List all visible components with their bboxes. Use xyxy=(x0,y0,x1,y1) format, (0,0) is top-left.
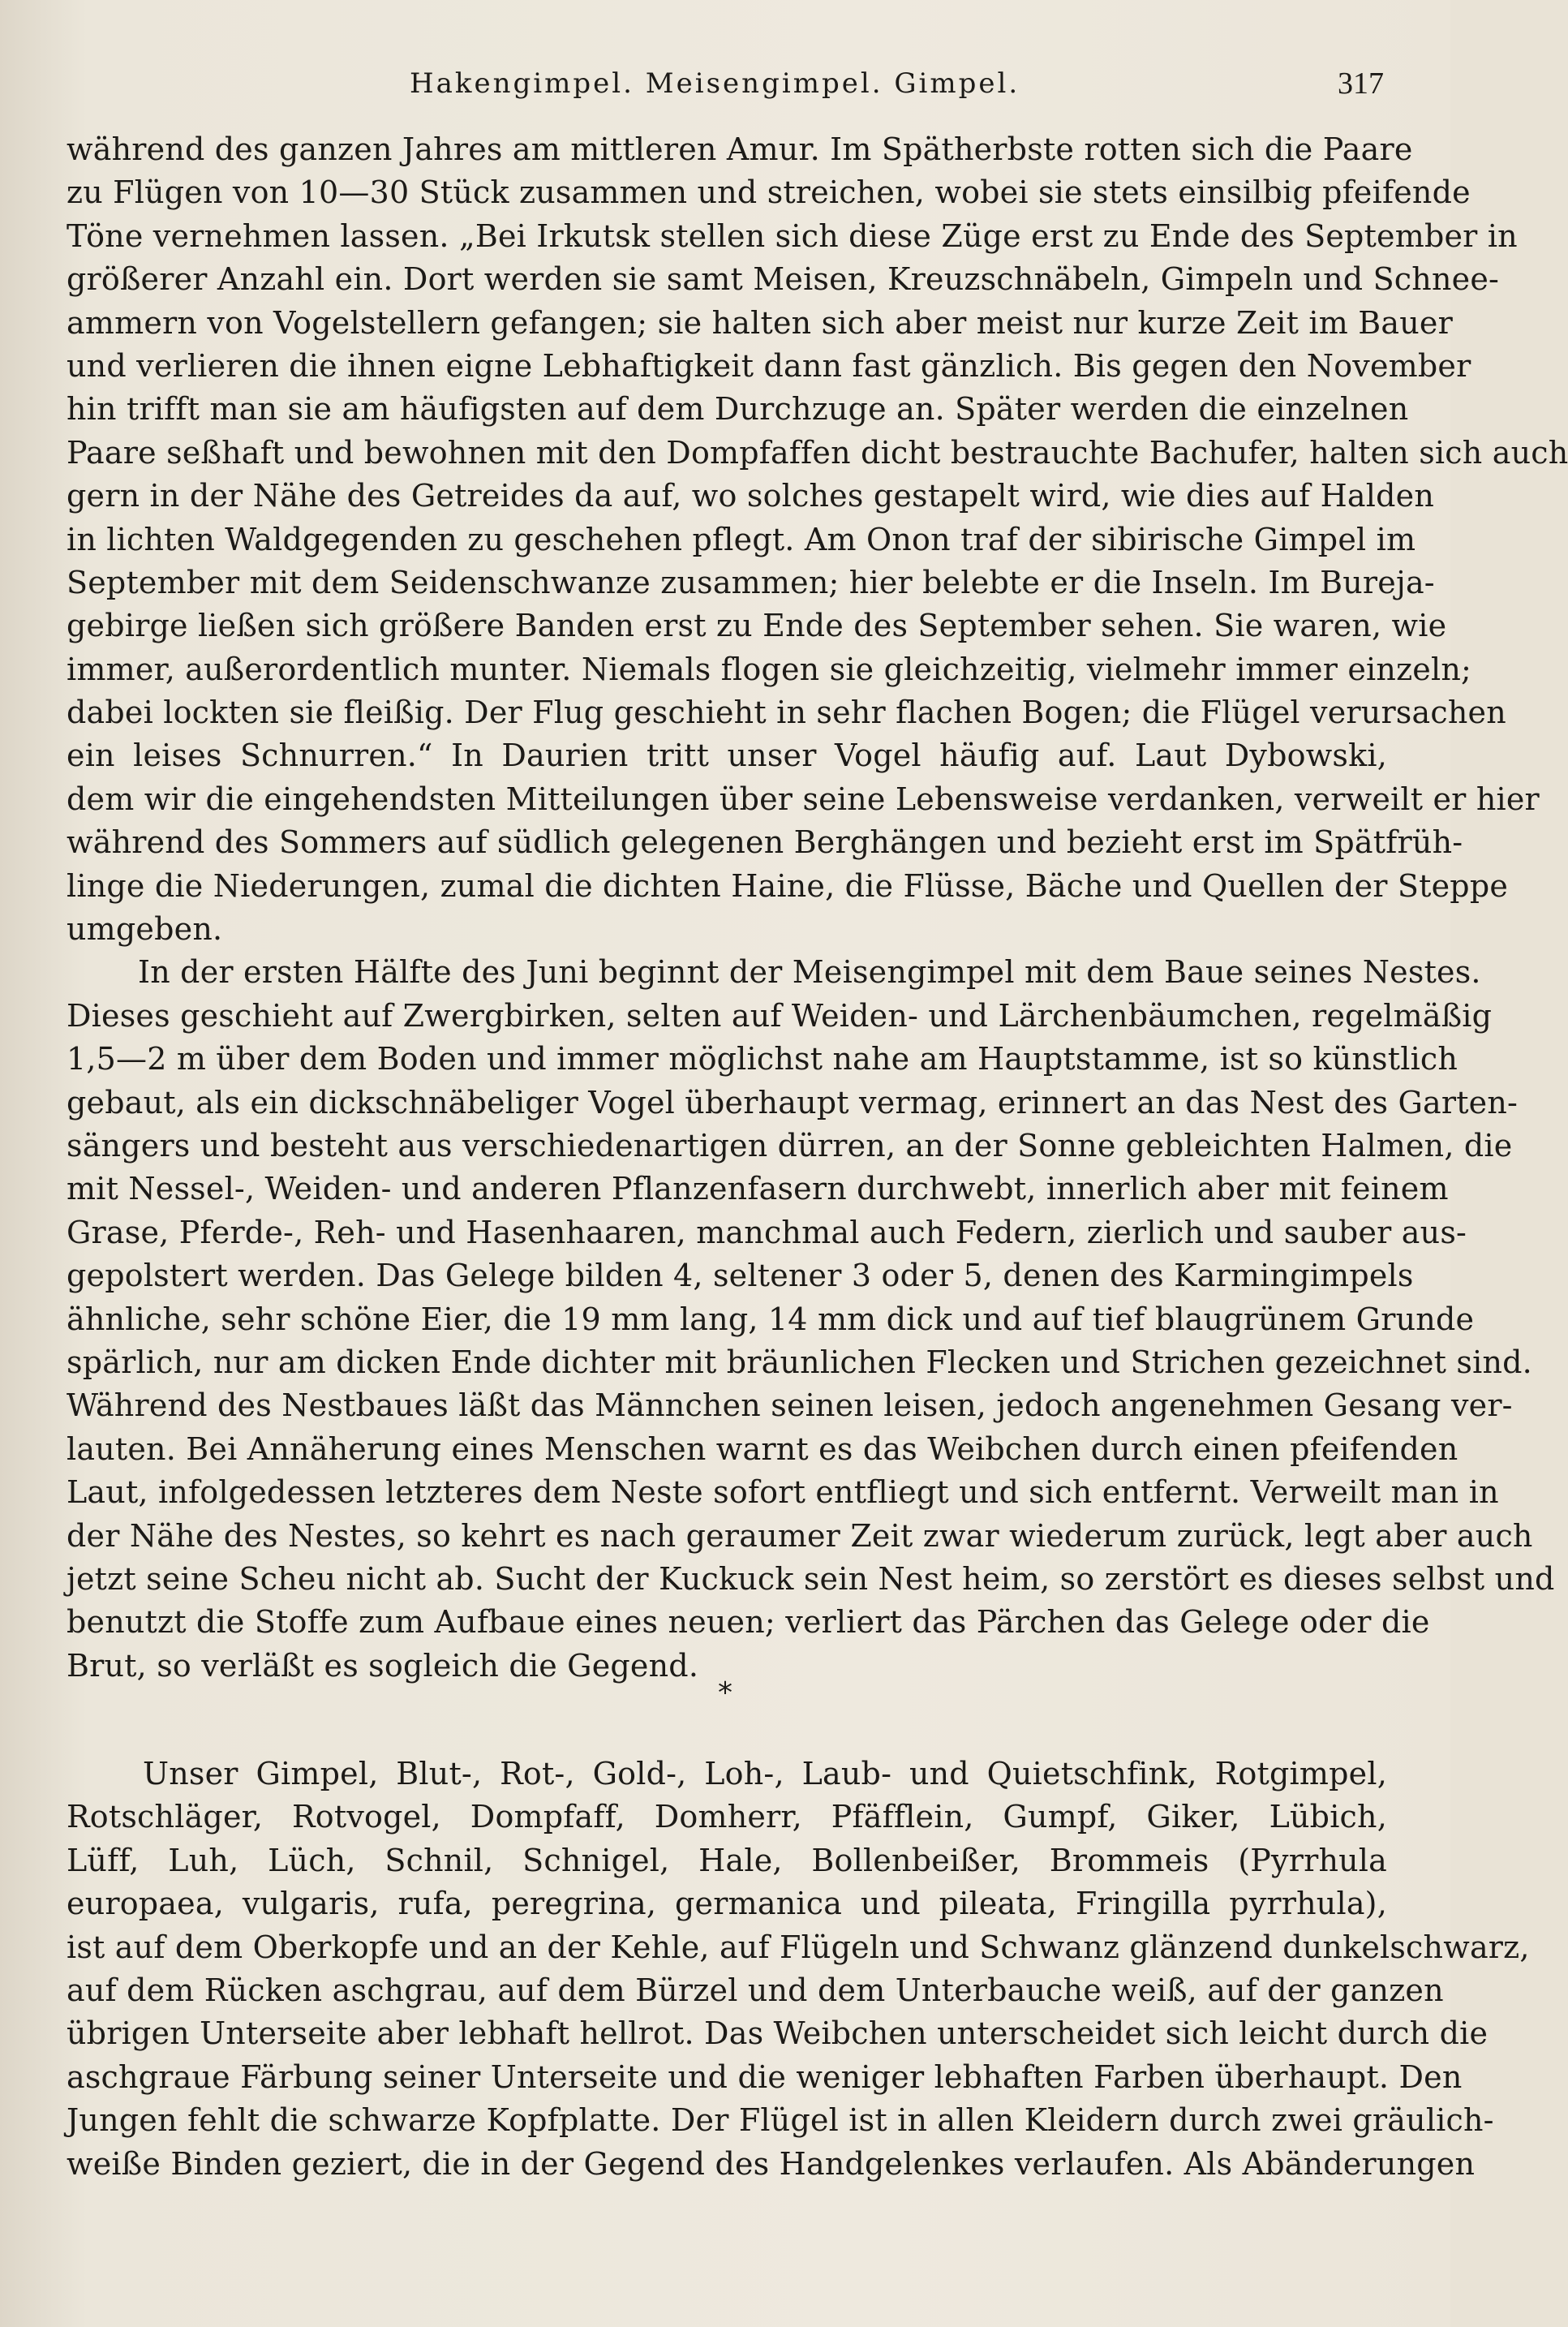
text-line: Während des Nestbaues läßt das Männchen seinen leisen, jedoch angenehmen Gesang ver- xyxy=(67,1387,1513,1424)
text-line: Dieses geschieht auf Zwergbirken, selten auf Weiden- und Lärchenbäumchen, regelmäßig xyxy=(67,997,1493,1034)
text-line: immer, außerordentlich munter. Niemals flogen sie gleichzeitig, vielmehr immer einzeln; xyxy=(67,651,1472,687)
text-line: mit Nessel-, Weiden- und anderen Pflanzenfasern durchwebt, innerlich aber mit feinem xyxy=(67,1171,1449,1207)
text-line: 1,5—2 m über dem Boden und immer möglichst nahe am Hauptstamme, ist so künstlich xyxy=(67,1041,1458,1077)
text-line: sängers und besteht aus verschiedenartigen dürren, an der Sonne gebleichten Halmen, die xyxy=(67,1127,1513,1164)
text-line: Lüff, Luh, Lüch, Schnil, Schnigel, Hale, Bollenbeißer, Brommeis (Pyrrhula xyxy=(67,1842,1387,1878)
text-line: dabei lockten sie fleißig. Der Flug geschieht in sehr flachen Bogen; die Flügel verursachen xyxy=(67,695,1506,731)
text-line: während des ganzen Jahres am mittleren Amur. Im Spätherbste rotten sich die Paare xyxy=(67,131,1413,167)
text-line: gepolstert werden. Das Gelege bilden 4, seltener 3 oder 5, denen des Karmingimpels xyxy=(67,1258,1414,1294)
text-line: ähnliche, sehr schöne Eier, die 19 mm lang, 14 mm dick und auf tief blaugrünem Grunde xyxy=(67,1301,1475,1337)
text-line: jetzt seine Scheu nicht ab. Sucht der Kuckuck sein Nest heim, so zerstört es dieses selbst und xyxy=(67,1560,1555,1597)
text-line: benutzt die Stoffe zum Aufbaue eines neuen; verliert das Pärchen das Gelege oder die xyxy=(67,1604,1430,1641)
text-line: September mit dem Seidenschwanze zusammen; hier belebte er die Inseln. Im Bureja- xyxy=(67,564,1435,600)
text-line: Töne vernehmen lassen. „Bei Irkutsk stellen sich diese Züge erst zu Ende des September in xyxy=(67,217,1518,254)
text-line: lauten. Bei Annäherung eines Menschen warnt es das Weibchen durch einen pfeifenden xyxy=(67,1430,1458,1467)
text-line: übrigen Unterseite aber lebhaft hellrot. Das Weibchen unterscheidet sich leicht durch die xyxy=(67,2015,1489,2052)
body-text xyxy=(67,128,1568,1688)
page-number: 317 xyxy=(1338,67,1384,101)
text-line: europaea, vulgaris, rufa, peregrina, germanica und pileata, Fringilla pyrrhula), xyxy=(67,1886,1387,1922)
page-header xyxy=(0,63,1450,104)
section-divider: * xyxy=(718,1676,732,1710)
text-line: spärlich, nur am dicken Ende dichter mit bräunlichen Flecken und Strichen gezeichnet sind. xyxy=(67,1344,1532,1380)
text-line: linge die Niederungen, zumal die dichten Haine, die Flüsse, Bäche und Quellen der Steppe xyxy=(67,867,1509,904)
text-line: In der ersten Hälfte des Juni beginnt der Meisengimpel mit dem Baue seines Nestes. xyxy=(138,954,1481,991)
text-line: der Nähe des Nestes, so kehrt es nach geraumer Zeit zwar wiederum zurück, legt aber auch xyxy=(67,1517,1533,1554)
text-line: und verlieren die ihnen eigne Lebhaftigkeit dann fast gänzlich. Bis gegen den November xyxy=(67,347,1471,384)
text-line: weiße Binden geziert, die in der Gegend des Handgelenkes verlaufen. Als Abänderungen xyxy=(67,2145,1476,2182)
text-line: ist auf dem Oberkopfe und an der Kehle, auf Flügeln und Schwanz glänzend dunkelschwarz, xyxy=(67,1929,1530,1965)
text-line: Jungen fehlt die schwarze Kopfplatte. Der Flügel ist in allen Kleidern durch zwei gräulich- xyxy=(67,2102,1494,2139)
text-line: während des Sommers auf südlich gelegenen Berghängen und bezieht erst im Spätfrüh- xyxy=(67,824,1463,861)
text-line: Grase, Pferde-, Reh- und Hasenhaaren, manchmal auch Federn, zierlich und sauber aus- xyxy=(67,1214,1467,1250)
text-line: Unser Gimpel, Blut-, Rot-, Gold-, Loh-, Laub- und Quietschfink, Rotgimpel, xyxy=(143,1756,1387,1791)
text-line: gebirge ließen sich größere Banden erst zu Ende des September sehen. Sie waren, wie xyxy=(67,608,1447,644)
text-line: umgeben. xyxy=(67,911,223,948)
text-line: ein leises Schnurren.“ In Daurien tritt unser Vogel häufig auf. Laut Dybowski, xyxy=(67,738,1387,774)
text-line: aschgraue Färbung seiner Unterseite und die weniger lebhaften Farben überhaupt. Den xyxy=(67,2058,1463,2095)
text-line: größerer Anzahl ein. Dort werden sie samt Meisen, Kreuzschnäbeln, Gimpeln und Schnee- xyxy=(67,261,1500,298)
text-line: ammern von Vogelstellern gefangen; sie halten sich aber meist nur kurze Zeit im Bauer xyxy=(67,304,1453,341)
body-text-section-2 xyxy=(67,1753,1530,2186)
text-line: Brut, so verläßt es sogleich die Gegend. xyxy=(67,1647,699,1684)
text-line: gern in der Nähe des Getreides da auf, wo solches gestapelt wird, wie dies auf Halden xyxy=(67,478,1435,514)
text-line: hin trifft man sie am häufigsten auf dem Durchzuge an. Später werden die einzelnen xyxy=(67,391,1409,428)
text-line: Laut, infolgedessen letzteres dem Neste sofort entfliegt und sich entfernt. Verweilt man in xyxy=(67,1474,1499,1511)
text-line: dem wir die eingehendsten Mitteilungen über seine Lebensweise verdanken, verweilt er hier xyxy=(67,781,1540,817)
running-head: Hakengimpel. Meisengimpel. Gimpel. xyxy=(410,67,1020,100)
text-line: gebaut, als ein dickschnäbeliger Vogel überhaupt vermag, erinnert an das Nest des Garten- xyxy=(67,1084,1519,1120)
text-line: Paare seßhaft und bewohnen mit den Dompfaffen dicht bestrauchte Bachufer, halten sich auch xyxy=(67,434,1568,471)
text-line: Rotschläger, Rotvogel, Dompfaff, Domherr, Pfäfflein, Gumpf, Giker, Lübich, xyxy=(67,1799,1387,1835)
text-line: auf dem Rücken aschgrau, auf dem Bürzel und dem Unterbauche weiß, auf der ganzen xyxy=(67,1972,1444,2008)
text-line: in lichten Waldgegenden zu geschehen pflegt. Am Onon traf der sibirische Gimpel im xyxy=(67,521,1416,557)
text-line: zu Flügen von 10—30 Stück zusammen und streichen, wobei sie stets einsilbig pfeifende xyxy=(67,174,1471,211)
